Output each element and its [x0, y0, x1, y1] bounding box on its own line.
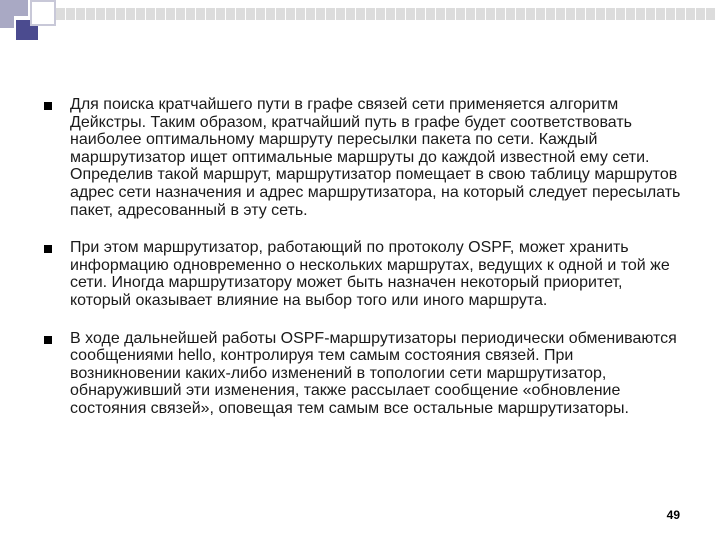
strip-tile — [76, 8, 85, 20]
bullet-item — [40, 239, 690, 309]
strip-tile — [686, 8, 695, 20]
strip-tile — [596, 8, 605, 20]
strip-tile — [516, 8, 525, 20]
strip-tile — [316, 8, 325, 20]
strip-tile — [116, 8, 125, 20]
strip-tile — [406, 8, 415, 20]
strip-tile — [156, 8, 165, 20]
strip-tile — [246, 8, 255, 20]
strip-tile — [496, 8, 505, 20]
bullet-square-icon — [44, 336, 52, 344]
strip-tile — [616, 8, 625, 20]
strip-tile — [306, 8, 315, 20]
strip-tile — [586, 8, 595, 20]
strip-tile — [546, 8, 555, 20]
strip-tile — [646, 8, 655, 20]
paragraph: В ходе дальнейшей работы OSPF-маршрутизаторы периодически обмениваются сообщениями hello, контролируя тем самым состояния связей. При возникновении каких-либо изменений в топологии сети маршрутизатор, обнаруживший эти изменения, также рассылает сообщение «обновление состояния связей», оповещая тем самым все остальные маршрутизаторы. — [70, 329, 677, 417]
strip-tile — [276, 8, 285, 20]
strip-tile — [656, 8, 665, 20]
strip-tile — [146, 8, 155, 20]
strip-tile — [706, 8, 715, 20]
strip-tile — [636, 8, 645, 20]
strip-tile — [376, 8, 385, 20]
strip-tile — [56, 8, 65, 20]
strip-tile — [266, 8, 275, 20]
strip-tile — [366, 8, 375, 20]
strip-tile — [226, 8, 235, 20]
strip-tile — [126, 8, 135, 20]
strip-tile — [386, 8, 395, 20]
strip-tile — [456, 8, 465, 20]
strip-tile — [486, 8, 495, 20]
strip-tile — [476, 8, 485, 20]
strip-tile — [506, 8, 515, 20]
strip-tile — [216, 8, 225, 20]
strip-tile — [696, 8, 705, 20]
strip-tile — [626, 8, 635, 20]
strip-tile — [436, 8, 445, 20]
strip-tile — [536, 8, 545, 20]
page-number: 49 — [666, 508, 680, 522]
strip-tile — [296, 8, 305, 20]
strip-tile — [176, 8, 185, 20]
strip-tile — [606, 8, 615, 20]
strip-tile — [346, 8, 355, 20]
strip-tile — [166, 8, 175, 20]
strip-tile — [396, 8, 405, 20]
bullet-item — [40, 96, 690, 219]
strip-tile — [416, 8, 425, 20]
strip-tile — [336, 8, 345, 20]
strip-tile — [446, 8, 455, 20]
corner-decoration-square — [30, 0, 56, 26]
paragraph: Для поиска кратчайшего пути в графе связей сети применяется алгоритм Дейкстры. Таким образом, кратчайший путь в графе будет соответствовать наиболее оптимальному маршруту пересылки пакета по сети. Каждый маршрутизатор ищет оптимальные маршруты до каждой известной ему сети. Определив такой маршрут, маршрутизатор помещает в свою таблицу маршрутов адрес сети назначения и адрес маршрутизатора, на который следует пересылать пакет, адресованный в эту сеть. — [70, 96, 681, 219]
strip-tile — [286, 8, 295, 20]
strip-tile — [66, 8, 75, 20]
strip-tile — [566, 8, 575, 20]
strip-tile — [96, 8, 105, 20]
strip-tile — [86, 8, 95, 20]
strip-tile — [466, 8, 475, 20]
bullet-square-icon — [44, 102, 52, 110]
strip-tile — [256, 8, 265, 20]
strip-tile — [666, 8, 675, 20]
header-pattern-strip — [56, 7, 720, 19]
strip-tile — [206, 8, 215, 20]
bullet-square-icon — [44, 245, 52, 253]
bullet-item — [40, 330, 690, 418]
strip-tile — [186, 8, 195, 20]
strip-tile — [576, 8, 585, 20]
strip-tile — [196, 8, 205, 20]
slide-body — [40, 96, 690, 438]
strip-tile — [106, 8, 115, 20]
strip-tile — [236, 8, 245, 20]
strip-tile — [426, 8, 435, 20]
strip-tile — [356, 8, 365, 20]
strip-tile — [556, 8, 565, 20]
paragraph: При этом маршрутизатор, работающий по протоколу OSPF, может хранить информацию одновременно о нескольких маршрутах, ведущих к одной и той же сети. Иногда маршрутизатору может быть назначен некоторый приоритет, который оказывает влияние на выбор того или иного маршрута. — [70, 239, 670, 309]
strip-tile — [136, 8, 145, 20]
strip-tile — [676, 8, 685, 20]
strip-tile — [526, 8, 535, 20]
strip-tile — [326, 8, 335, 20]
